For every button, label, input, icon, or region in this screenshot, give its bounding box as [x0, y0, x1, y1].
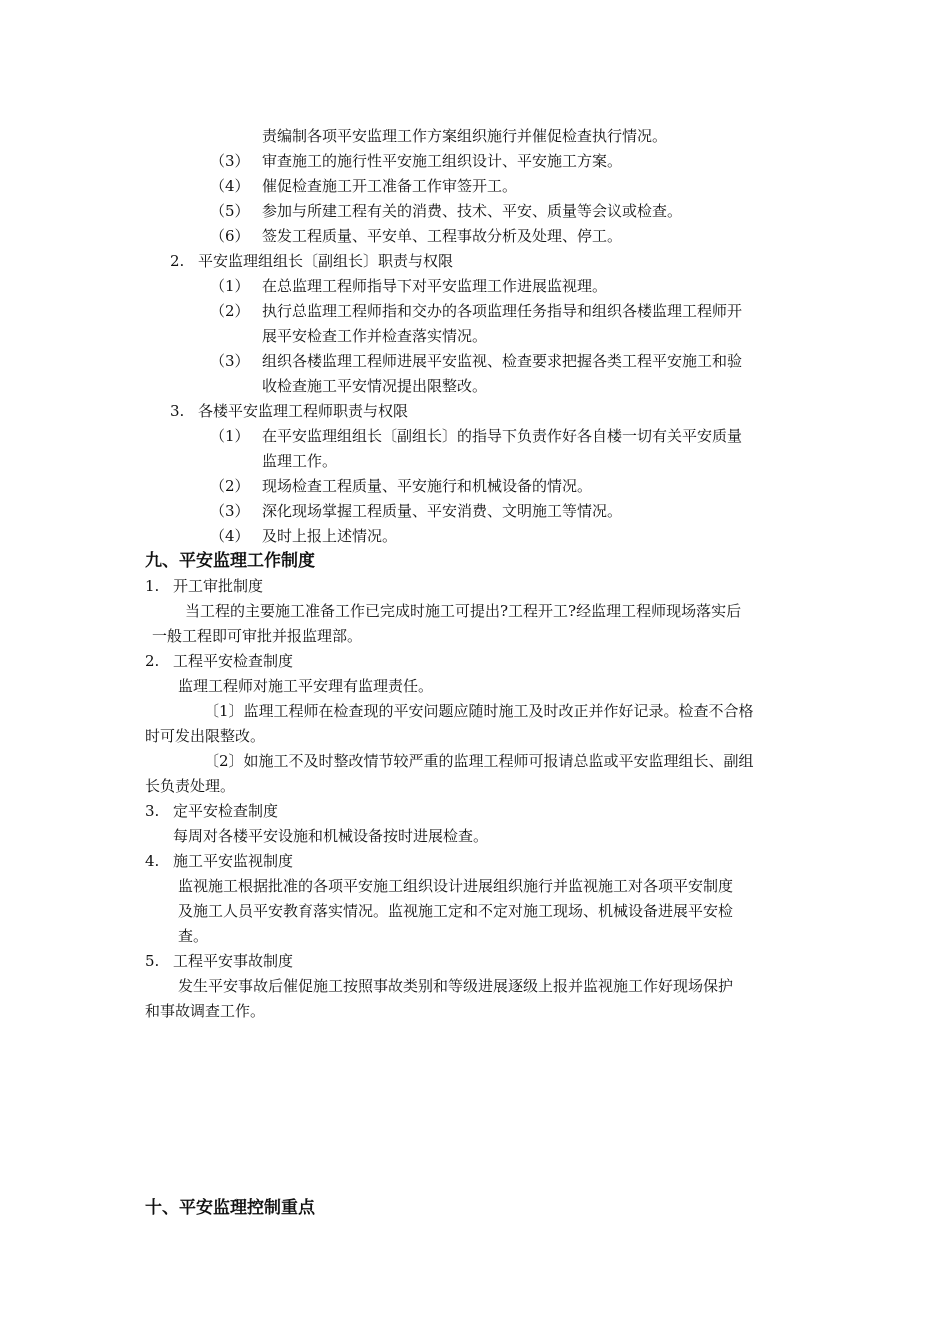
paragraph-line: 〔1〕监理工程师在检查现的平安问题应随时施工及时改正并作好记录。检查不合格	[204, 702, 754, 720]
rule-number: 1.	[145, 577, 160, 595]
paragraph-line: 发生平安事故后催促施工按照事故类别和等级进展逐级上报并监视施工作好现场保护	[178, 977, 734, 995]
list-item-number: （4）	[210, 177, 250, 195]
paragraph-line: 一般工程即可审批并报监理部。	[152, 627, 363, 645]
list-item-text: 审查施工的施行性平安施工组织设计、平安施工方案。	[262, 152, 623, 170]
list-item-number: （1）	[210, 427, 250, 445]
list-item-text: 及时上报上述情况。	[262, 527, 398, 545]
list-item-number: （4）	[210, 527, 250, 545]
list-item-text: 收检查施工平安情况提出限整改。	[262, 377, 488, 395]
list-item-text: 组织各楼监理工程师进展平安监视、检查要求把握各类工程平安施工和验	[262, 352, 743, 370]
paragraph-line: 每周对各楼平安设施和机械设备按时进展检查。	[173, 827, 489, 845]
subsection-title: 平安监理组组长〔副组长〕职责与权限	[198, 252, 454, 270]
rule-number: 3.	[145, 802, 160, 820]
list-item-text: 执行总监理工程师指和交办的各项监理任务指导和组织各楼监理工程师开	[262, 302, 743, 320]
paragraph-line: 长负责处理。	[145, 777, 236, 795]
rule-title: 工程平安事故制度	[173, 952, 294, 970]
list-item-text: 在总监理工程师指导下对平安监理工作进展监视理。	[262, 277, 608, 295]
subsection-title: 各楼平安监理工程师职责与权限	[198, 402, 409, 420]
paragraph-line: 及施工人员平安教育落实情况。监视施工定和不定对施工现场、机械设备进展平安检	[178, 902, 734, 920]
duty-item-1-continuation: 责编制各项平安监理工作方案组织施行并催促检查执行情况。	[262, 127, 668, 145]
paragraph-line: 查。	[178, 927, 209, 945]
list-item-text: 展平安检查工作并检查落实情况。	[262, 327, 488, 345]
subsection-number: 3.	[170, 402, 185, 420]
section-heading: 十、平安监理控制重点	[145, 1198, 315, 1218]
list-item-text: 深化现场掌握工程质量、平安消费、文明施工等情况。	[262, 502, 623, 520]
list-item-number: （6）	[210, 227, 250, 245]
rule-title: 定平安检查制度	[173, 802, 279, 820]
list-item-text: 监理工作。	[262, 452, 338, 470]
list-item-text: 现场检查工程质量、平安施行和机械设备的情况。	[262, 477, 593, 495]
list-item-number: （3）	[210, 502, 250, 520]
list-item-number: （2）	[210, 477, 250, 495]
list-item-text: 催促检查施工开工准备工作审签开工。	[262, 177, 518, 195]
section-heading: 九、平安监理工作制度	[145, 551, 315, 571]
paragraph-line: 监视施工根据批准的各项平安施工组织设计进展组织施行并监视施工对各项平安制度	[178, 877, 734, 895]
paragraph-line: 监理工程师对施工平安理有监理责任。	[178, 677, 434, 695]
rule-number: 5.	[145, 952, 160, 970]
subsection-number: 2.	[170, 252, 185, 270]
paragraph-line: 当工程的主要施工准备工作已完成时施工可提出?工程开工?经监理工程师现场落实后	[185, 602, 742, 620]
list-item-text: 在平安监理组组长〔副组长〕的指导下负责作好各自楼一切有关平安质量	[262, 427, 743, 445]
rule-title: 开工审批制度	[173, 577, 264, 595]
rule-number: 2.	[145, 652, 160, 670]
paragraph-line: 〔2〕如施工不及时整改情节较严重的监理工程师可报请总监或平安监理组长、副组	[204, 752, 754, 770]
paragraph-line: 和事故调查工作。	[145, 1002, 266, 1020]
list-item-text: 参加与所建工程有关的消费、技术、平安、质量等会议或检查。	[262, 202, 683, 220]
rule-title: 工程平安检查制度	[173, 652, 294, 670]
list-item-number: （5）	[210, 202, 250, 220]
rule-number: 4.	[145, 852, 160, 870]
list-item-text: 签发工程质量、平安单、工程事故分析及处理、停工。	[262, 227, 623, 245]
rule-title: 施工平安监视制度	[173, 852, 294, 870]
list-item-number: （3）	[210, 352, 250, 370]
paragraph-line: 时可发出限整改。	[145, 727, 266, 745]
list-item-number: （3）	[210, 152, 250, 170]
list-item-number: （1）	[210, 277, 250, 295]
list-item-number: （2）	[210, 302, 250, 320]
